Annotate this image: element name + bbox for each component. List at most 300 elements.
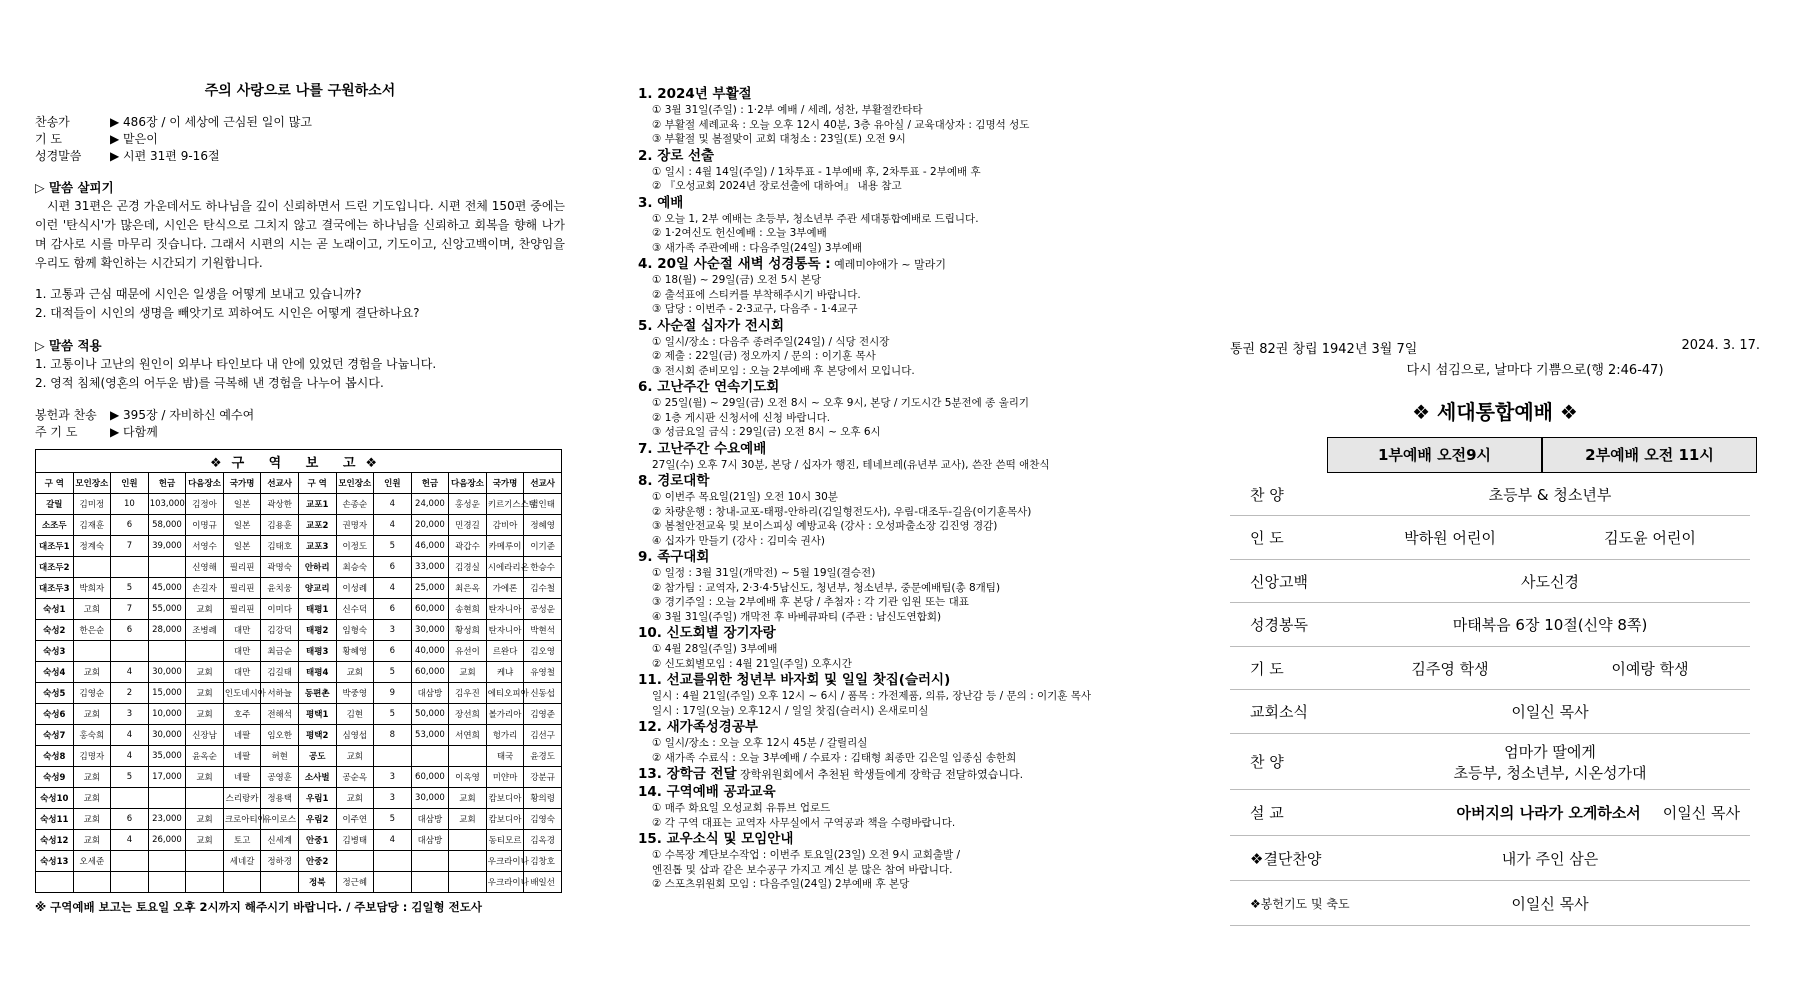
table-cell: 7 — [111, 599, 149, 620]
table-cell: 5 — [374, 704, 412, 725]
table-cell: 45,000 — [148, 578, 186, 599]
table-cell: 5 — [374, 536, 412, 557]
table-cell: 대조두1 — [36, 536, 74, 557]
announcement-title: 1. 2024년 부활절 — [638, 86, 752, 102]
program-row — [1230, 560, 1750, 603]
announcement-line: ① 수목장 계단보수작업 : 이번주 토요일(23일) 오전 9시 교회출발 / — [652, 849, 961, 861]
announcement-title: 15. 교우소식 및 모임안내 — [638, 831, 794, 847]
table-cell: 서영수 — [186, 536, 224, 557]
table-cell: 윤옥순 — [186, 746, 224, 767]
table-cell: 소조두 — [36, 515, 74, 536]
announcement-line: ④ 십자가 만들기 (강사 : 김미숙 권사) — [652, 534, 826, 547]
table-row — [36, 662, 562, 683]
table-cell — [73, 557, 111, 578]
program-value — [1350, 848, 1750, 869]
table-cell: 정북 — [298, 872, 336, 893]
table-cell: 송현희 — [449, 599, 487, 620]
table-row — [36, 725, 562, 746]
table-row — [36, 704, 562, 725]
table-cell: 유선이 — [449, 641, 487, 662]
table-row — [36, 620, 562, 641]
table-cell: 태국 — [486, 746, 524, 767]
section-paragraph: 시편 31편은 곤경 가운데서도 하나님을 깊이 신뢰하면서 드린 기도입니다. 시편 전체 150편 중에는 이런 '탄식시'가 많은데, 시인은 탄식으로 그치지 않고 결국에는 하나님을 신뢰하고 회복을 향해 나가며 감사로 시를 마무리 짓습니다. 그래서 시편의 시는 곧 노래이고, 기도이고, 신앙고백이며, 찬양임을 우리도 함께 확인하는 시간되기 기원합니다. — [35, 199, 565, 270]
table-row — [36, 746, 562, 767]
table-cell: 정하경 — [261, 851, 299, 872]
table-cell: 숙성6 — [36, 704, 74, 725]
table-cell: 안중2 — [298, 851, 336, 872]
announcement-heading — [638, 766, 1178, 783]
table-cell: 탄자니아 — [486, 599, 524, 620]
announcement-line: ③ 담당 : 이번주 - 2·3교구, 다음주 - 1·4교구 — [652, 303, 858, 315]
program-value-line: 엄마가 딸에게 — [1504, 742, 1596, 761]
table-cell: 5 — [111, 767, 149, 788]
program-label: 찬 양 — [1250, 485, 1284, 504]
announcement-line: 일시 : 4월 21일(주일) 오후 12시 ~ 6시 / 품목 : 가전제품, 의류, 장난감 등 / 문의 : 이기훈 목사 — [652, 690, 1091, 702]
table-cell: 교포3 — [298, 536, 336, 557]
table-cell: 김오영 — [524, 641, 562, 662]
report-title: ❖구 역 보 고❖ — [36, 450, 562, 473]
table-cell: 최금순 — [261, 641, 299, 662]
table-row — [36, 515, 562, 536]
program-row — [1230, 836, 1750, 881]
table-cell: 태평3 — [298, 641, 336, 662]
table-cell: 46,000 — [411, 536, 449, 557]
table-cell: 태평1 — [298, 599, 336, 620]
announcement-line: ② 출석표에 스티커를 부착해주시기 바랍니다. — [652, 288, 861, 301]
column-header: 선교사 — [524, 473, 562, 494]
announcement-line: ① 일정 : 3월 31일(개막전) ~ 5월 19일(결승전) — [652, 567, 876, 579]
table-cell: 9 — [374, 683, 412, 704]
announcement-line: ① 일시/장소 : 다음주 종려주일(24일) / 식당 전시장 — [652, 335, 890, 348]
table-cell: 4 — [374, 515, 412, 536]
table-cell: 탄자니아 — [486, 620, 524, 641]
announcement-title: 2. 장로 선출 — [638, 147, 715, 164]
table-cell: 대삼방 — [411, 830, 449, 851]
table-cell: 58,000 — [148, 515, 186, 536]
sermon-title: 아버지의 나라가 오게하소서 — [1456, 804, 1641, 822]
order-label: 기 도 — [35, 132, 62, 146]
table-cell: 교회 — [186, 767, 224, 788]
table-cell — [111, 641, 149, 662]
table-cell: 공영훈 — [261, 767, 299, 788]
announcement-heading — [638, 549, 1178, 566]
announcement-line: ① 일시/장소 : 오늘 오후 12시 45분 / 갈릴리실 — [652, 737, 868, 749]
program-value — [1350, 741, 1750, 783]
table-cell — [73, 641, 111, 662]
announcement-line: ② 『오성교회 2024년 장로선출에 대하여』 내용 참고 — [652, 180, 902, 192]
announcement-line: ② 부활절 세례교육 : 오늘 오후 12시 40분, 3층 유아실 / 교육대상자 : 김명석 성도 — [652, 118, 1030, 131]
announcement-line: ① 3월 31일(주일) : 1·2부 예배 / 세례, 성찬, 부활절칸타타 — [652, 104, 923, 116]
table-cell: 교회 — [336, 788, 374, 809]
table-cell — [411, 746, 449, 767]
table-cell: 김강덕 — [261, 620, 299, 641]
order-value: ▶ 시편 31편 9-16절 — [110, 149, 220, 163]
program-label: 성경봉독 — [1250, 616, 1308, 634]
program-label: 신앙고백 — [1250, 572, 1308, 591]
announcement-heading — [638, 86, 1178, 103]
table-cell: 6 — [374, 557, 412, 578]
table-cell — [411, 851, 449, 872]
left-column — [35, 0, 565, 915]
announcement-item — [638, 831, 1178, 892]
announcement-title: 10. 신도회별 장기자랑 — [638, 625, 776, 641]
table-cell: 4 — [374, 830, 412, 851]
announcement-item — [638, 195, 1178, 256]
column-header: 국가명 — [223, 473, 261, 494]
table-cell: 토고 — [223, 830, 261, 851]
table-cell: 박중영 — [336, 683, 374, 704]
announcement-line: ① 일시 : 4월 14일(주일) / 1차투표 - 1부예배 후, 2차투표 - 2부예배 후 — [652, 165, 981, 178]
announcement-heading — [638, 625, 1178, 642]
table-cell: 교회 — [73, 788, 111, 809]
column-header: 다음장소 — [186, 473, 224, 494]
table-cell: 곽갑수 — [449, 536, 487, 557]
announcement-line: ② 각 구역 대표는 교역자 사무실에서 구역공과 책을 수령바랍니다. — [652, 816, 956, 829]
column-header: 모인장소 — [73, 473, 111, 494]
table-cell: 홍성운 — [449, 494, 487, 515]
table-cell — [336, 851, 374, 872]
table-cell: 호주 — [223, 704, 261, 725]
table-cell: 교회 — [73, 830, 111, 851]
table-cell: 3 — [374, 620, 412, 641]
table-cell: 10,000 — [148, 704, 186, 725]
program-label: ❖봉헌기도 및 축도 — [1250, 896, 1350, 911]
table-cell: 김태호 — [261, 536, 299, 557]
program-row — [1230, 603, 1750, 647]
table-cell: 김인태 — [524, 494, 562, 515]
table-cell: 5 — [111, 578, 149, 599]
table-cell: 40,000 — [411, 641, 449, 662]
order-label: 찬송가 — [35, 115, 70, 129]
table-cell: 윤치웅 — [261, 578, 299, 599]
program-value — [1350, 484, 1750, 505]
announcement-line: ② 1·2여신도 헌신예배 : 오늘 3부예배 — [652, 227, 827, 239]
table-cell: 동티모르 — [486, 830, 524, 851]
volume-line — [1230, 338, 1760, 357]
order-label: 성경말씀 — [35, 149, 82, 163]
table-cell: 장선희 — [449, 704, 487, 725]
announcement-title: 7. 고난주간 수요예배 — [638, 440, 767, 457]
column-header: 모인장소 — [336, 473, 374, 494]
program-value — [1350, 701, 1750, 722]
table-cell — [186, 851, 224, 872]
table-cell: 케냐 — [486, 662, 524, 683]
table-cell: 일본 — [223, 536, 261, 557]
announcement-item — [638, 148, 1178, 194]
announcement-item — [638, 379, 1178, 440]
volume-info: 통권 82권 창립 1942년 3월 7일 — [1230, 342, 1418, 357]
announcement-title: 4. 20일 사순절 새벽 성경통독 : — [638, 256, 831, 272]
table-cell: 네팔 — [223, 725, 261, 746]
table-cell: 키르기스스탄 — [486, 494, 524, 515]
table-cell: 4 — [111, 725, 149, 746]
table-cell: 오세준 — [73, 851, 111, 872]
table-cell: 세네갈 — [223, 851, 261, 872]
table-cell — [148, 788, 186, 809]
announcement-item — [638, 473, 1178, 548]
announcement-item — [638, 719, 1178, 765]
program-label: 찬 양 — [1250, 753, 1284, 771]
preacher: 이일신 목사 — [1662, 804, 1740, 822]
announcement-title: 5. 사순절 십자가 전시회 — [638, 317, 784, 334]
table-cell: 김경실 — [449, 557, 487, 578]
announcement-heading — [638, 195, 1178, 212]
table-cell: 숙성7 — [36, 725, 74, 746]
announcement-line: 엔진톱 및 삽과 같은 보수공구 가지고 계신 분 많은 참여 바랍니다. — [652, 863, 953, 876]
table-cell: 교회 — [186, 662, 224, 683]
table-cell: 4 — [111, 746, 149, 767]
worship-order — [35, 114, 565, 165]
table-cell: 교회 — [449, 809, 487, 830]
table-cell: 시에라리온 — [486, 557, 524, 578]
table-cell: 동편촌 — [298, 683, 336, 704]
table-cell: 평택2 — [298, 725, 336, 746]
table-cell: 5 — [374, 662, 412, 683]
lords-prayer-line: 주 기 도 ▶ 다함께 — [35, 425, 158, 439]
program-value-line: 사도신경 — [1521, 572, 1579, 591]
announcement-heading — [638, 831, 1178, 848]
table-cell: 캄보디아 — [486, 788, 524, 809]
report-footnote: ※ 구역예배 보고는 토요일 오후 2시까지 해주시기 바랍니다. / 주보담당 : 김일형 전도사 — [35, 900, 482, 914]
table-row — [36, 851, 562, 872]
table-cell: 교회 — [73, 809, 111, 830]
table-cell — [261, 872, 299, 893]
table-cell: 카메루이 — [486, 536, 524, 557]
table-cell: 숙성4 — [36, 662, 74, 683]
question: 2. 대적들이 시인의 생명을 빼앗기로 꾀하여도 시인은 어떻게 결단하나요? — [35, 306, 420, 320]
announcement-line: ③ 성금요일 금식 : 29일(금) 오전 8시 ~ 오후 6시 — [652, 426, 881, 438]
table-cell: 숙성9 — [36, 767, 74, 788]
table-cell: 김미정 — [73, 494, 111, 515]
table-cell: 25,000 — [411, 578, 449, 599]
motto: 다시 섬김으로, 날마다 기쁨으로(행 2:46-47) — [1406, 363, 1664, 378]
table-cell: 6 — [111, 515, 149, 536]
announcement-heading — [638, 379, 1178, 396]
announcement-line: ③ 경기주일 : 오늘 2부예배 후 본당 / 추첨자 : 각 기관 임원 또는 대표 — [652, 596, 969, 608]
program-value-line: 초등부 & 청소년부 — [1488, 485, 1612, 504]
column-header: 헌금 — [411, 473, 449, 494]
table-cell: 교회 — [73, 767, 111, 788]
table-cell: 우크라이나 — [486, 851, 524, 872]
section-heading: ▷ 말씀 살피기 — [35, 180, 114, 195]
table-cell: 캄보디아 — [486, 809, 524, 830]
table-cell: 2 — [111, 683, 149, 704]
program-value-line: 초등부, 청소년부, 시온성가대 — [1453, 763, 1647, 782]
program-value: 김도윤 어린이 — [1604, 529, 1696, 547]
announcement-line: ③ 부활절 및 봄절맞이 교회 대청소 : 23일(토) 오전 9시 — [652, 133, 906, 145]
column-header: 구 역 — [298, 473, 336, 494]
table-cell: 신장남 — [186, 725, 224, 746]
announcement-line: ② 차량운행 : 창내-교포-태평-안하리(김일형전도사), 우림-대조두-길음(이기훈목사) — [652, 505, 1032, 518]
table-cell: 소사벌 — [298, 767, 336, 788]
table-cell: 스리랑카 — [223, 788, 261, 809]
table-cell: 볼가리아 — [486, 704, 524, 725]
announcement-line: ④ 3월 31일(주일) 개막전 후 바베큐파티 (주관 : 남신도연합회) — [652, 610, 942, 623]
table-cell: 4 — [374, 494, 412, 515]
table-row — [36, 767, 562, 788]
table-cell: 숙성1 — [36, 599, 74, 620]
program-row — [1230, 790, 1750, 836]
table-cell: 6 — [374, 641, 412, 662]
announcement-line: 일시 : 17일(오늘) 오후12시 / 일일 찻집(슬러시) 온새로미실 — [652, 704, 929, 717]
announcement-title: 11. 선교를위한 청년부 바자회 및 일일 찻집(슬러시) — [638, 672, 951, 688]
column-header: 국가명 — [486, 473, 524, 494]
announcement-item — [638, 766, 1178, 783]
table-cell: 6 — [111, 620, 149, 641]
table-cell: 4 — [374, 578, 412, 599]
application-list — [35, 355, 565, 393]
table-cell: 숙성3 — [36, 641, 74, 662]
table-cell: 대조두2 — [36, 557, 74, 578]
table-cell — [449, 830, 487, 851]
program-row — [1230, 516, 1750, 560]
table-cell: 일본 — [223, 494, 261, 515]
column-header: 선교사 — [261, 473, 299, 494]
table-cell: 김현 — [336, 704, 374, 725]
table-cell: 대삼방 — [411, 683, 449, 704]
table-cell: 최은옥 — [449, 578, 487, 599]
table-cell: 곽명숙 — [261, 557, 299, 578]
table-cell: 4 — [111, 662, 149, 683]
table-cell: 60,000 — [411, 662, 449, 683]
table-cell: 최승숙 — [336, 557, 374, 578]
announcement-title: 13. 장학금 전달 — [638, 766, 737, 782]
table-cell — [223, 872, 261, 893]
announcement-heading — [638, 148, 1178, 165]
table-cell: 6 — [374, 599, 412, 620]
announcement-heading — [638, 441, 1178, 458]
table-cell: 신영해 — [186, 557, 224, 578]
table-cell: 김영순 — [73, 683, 111, 704]
application-question: 2. 영적 침체(영혼의 어두운 밤)를 극복해 낸 경험을 나누어 봅시다. — [35, 376, 384, 390]
announcement-title: 9. 족구대회 — [638, 549, 710, 565]
table-cell: 우크라이나 — [486, 872, 524, 893]
table-cell: 김명자 — [73, 746, 111, 767]
table-cell: 교회 — [186, 683, 224, 704]
announcement-line: ③ 봄철안전교육 및 보이스피싱 예방교육 (강사 : 오성파출소장 김진영 경감) — [652, 520, 998, 532]
announcement-item — [638, 549, 1178, 624]
table-row — [36, 683, 562, 704]
table-cell — [374, 746, 412, 767]
table-cell — [148, 557, 186, 578]
bulletin-date: 2024. 3. 17. — [1681, 338, 1760, 353]
table-cell: 4 — [111, 830, 149, 851]
program-label: 설 교 — [1250, 804, 1284, 822]
announcement-title: 12. 새가족성경공부 — [638, 719, 758, 735]
service-2: 2부예배 오전 11시 — [1542, 437, 1757, 473]
table-cell: 17,000 — [148, 767, 186, 788]
program-label: 기 도 — [1250, 659, 1284, 678]
table-cell: 6 — [111, 809, 149, 830]
table-cell: 황혜영 — [336, 641, 374, 662]
announcement-item — [638, 318, 1178, 379]
table-cell — [111, 872, 149, 893]
table-row — [36, 872, 562, 893]
announcement-heading — [638, 672, 1178, 689]
sermon-cell — [1350, 802, 1750, 823]
table-cell — [374, 851, 412, 872]
table-cell: 30,000 — [148, 662, 186, 683]
table-cell: 교회 — [186, 830, 224, 851]
table-cell: 손종순 — [336, 494, 374, 515]
program-value-line: 이일신 목사 — [1511, 703, 1589, 721]
table-cell: 이주연 — [336, 809, 374, 830]
table-cell: 숙성12 — [36, 830, 74, 851]
table-cell: 이명규 — [186, 515, 224, 536]
program-value: 박하원 어린이 — [1404, 529, 1496, 547]
table-cell: 서연희 — [449, 725, 487, 746]
program-value-line: 내가 주인 삼은 — [1501, 849, 1599, 868]
table-cell: 교회 — [73, 662, 111, 683]
table-cell: 김옥경 — [524, 830, 562, 851]
table-cell — [186, 641, 224, 662]
table-row — [36, 641, 562, 662]
table-cell: 헝가리 — [486, 725, 524, 746]
table-cell: 숙성5 — [36, 683, 74, 704]
table-cell: 김길태 — [261, 662, 299, 683]
table-cell: 조병례 — [186, 620, 224, 641]
table-cell: 공성운 — [524, 599, 562, 620]
table-cell: 이미다 — [261, 599, 299, 620]
table-cell — [36, 872, 74, 893]
table-cell: 가에론 — [486, 578, 524, 599]
table-cell: 30,000 — [411, 788, 449, 809]
table-cell — [186, 788, 224, 809]
table-cell: 네팔 — [223, 767, 261, 788]
announcement-line: ① 매주 화요일 오성교회 유튜브 업로드 — [652, 802, 831, 814]
table-cell: 태평2 — [298, 620, 336, 641]
table-cell: 임형숙 — [336, 620, 374, 641]
table-cell: 갈릴 — [36, 494, 74, 515]
table-cell: 공도 — [298, 746, 336, 767]
table-cell: 전해석 — [261, 704, 299, 725]
announcement-line: ① 25일(월) ~ 29일(금) 오전 8시 ~ 오후 9시, 본당 / 기도시간 5분전에 종 울리기 — [652, 397, 1030, 409]
table-cell: 김정아 — [186, 494, 224, 515]
table-cell: 26,000 — [148, 830, 186, 851]
bulletin-cover — [1230, 338, 1760, 926]
table-cell: 필리핀 — [223, 578, 261, 599]
program-value-line: 이일신 목사 — [1511, 894, 1589, 913]
table-cell: 필리핀 — [223, 557, 261, 578]
table-cell: 10 — [111, 494, 149, 515]
table-cell: 김병태 — [336, 830, 374, 851]
table-cell: 24,000 — [411, 494, 449, 515]
table-cell: 김영준 — [524, 704, 562, 725]
table-cell: 28,000 — [148, 620, 186, 641]
table-cell: 50,000 — [411, 704, 449, 725]
table-cell: 숙성2 — [36, 620, 74, 641]
table-cell: 박희자 — [73, 578, 111, 599]
table-cell: 신세계 — [261, 830, 299, 851]
table-cell — [449, 851, 487, 872]
table-cell: 한승수 — [524, 557, 562, 578]
table-row — [36, 809, 562, 830]
table-cell: 신수덕 — [336, 599, 374, 620]
announcement-line: ① 18(월) ~ 29일(금) 오전 5시 본당 — [652, 274, 822, 286]
table-cell — [186, 872, 224, 893]
announcement-subtitle: 예레미야애가 ~ 말라기 — [830, 258, 946, 271]
table-cell: 숙성8 — [36, 746, 74, 767]
table-cell: 35,000 — [148, 746, 186, 767]
table-cell: 교회 — [336, 746, 374, 767]
program-value — [1350, 571, 1750, 592]
program-row — [1230, 690, 1750, 734]
worship-title: ❖ 세대통합예배 ❖ — [1412, 400, 1578, 424]
table-cell: 평택1 — [298, 704, 336, 725]
table-cell: 숙성13 — [36, 851, 74, 872]
table-row — [36, 536, 562, 557]
table-cell: 3 — [374, 767, 412, 788]
